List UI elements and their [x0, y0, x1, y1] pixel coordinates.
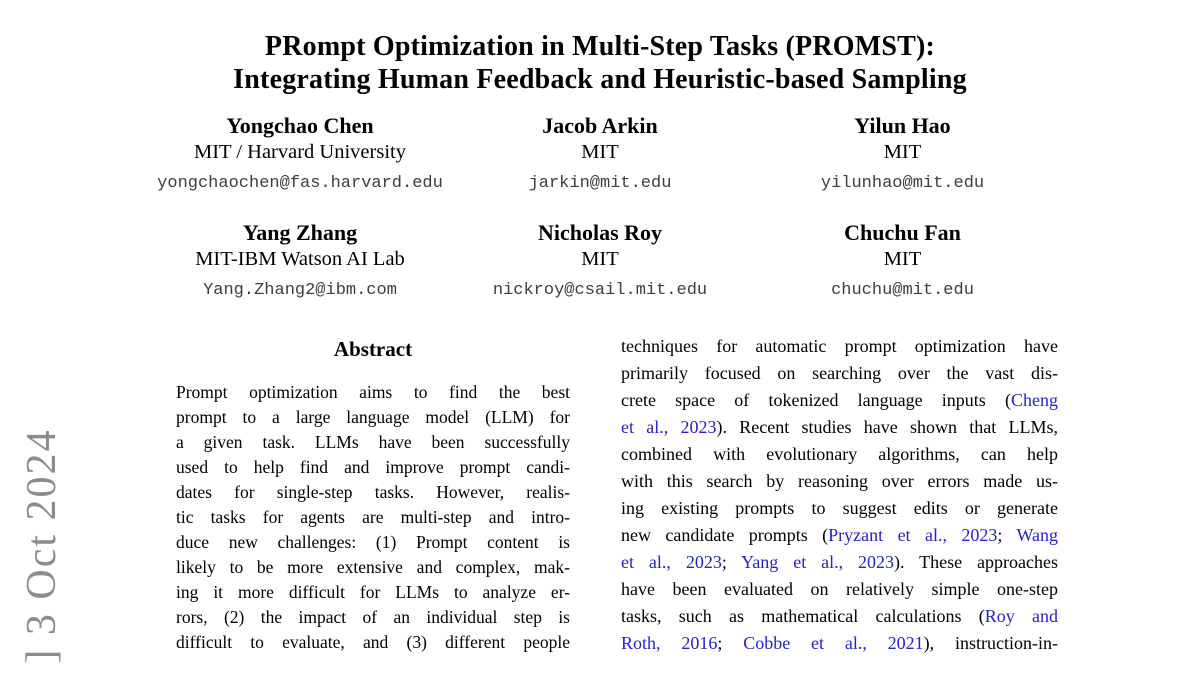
- text-span: ;: [721, 552, 742, 572]
- author-name: Jacob Arkin: [542, 113, 658, 138]
- abstract-text: [176, 380, 570, 655]
- citation-link[interactable]: Wang: [1016, 525, 1058, 545]
- text-span: ;: [997, 525, 1017, 545]
- text-line: [621, 495, 1058, 522]
- text-span: tasks, such as mathematical calculations (: [621, 606, 985, 626]
- arxiv-date-watermark: ] 3 Oct 2024: [19, 428, 65, 664]
- text-span: rors, (2) the impact of an individual step is: [176, 607, 570, 627]
- text-line: [621, 522, 1058, 549]
- author-email: yilunhao@mit.edu: [820, 174, 985, 193]
- text-span: ;: [717, 633, 744, 653]
- citation-link[interactable]: Cobbe et al., 2021: [743, 633, 924, 653]
- author-block-nicholas-roy: [440, 219, 760, 302]
- text-span: duce new challenges: (1) Prompt content is: [176, 532, 570, 552]
- author-email: jarkin@mit.edu: [528, 174, 672, 193]
- text-line: [176, 505, 570, 530]
- text-span: used to help find and improve prompt candi-: [176, 457, 570, 477]
- text-line: [621, 603, 1058, 630]
- text-line: [176, 580, 570, 605]
- text-span: have been evaluated on relatively simple one-step: [621, 579, 1058, 599]
- paper-title-line1: PRompt Optimization in Multi-Step Tasks (PROMST):: [264, 31, 936, 62]
- abstract-section: [176, 338, 570, 655]
- text-span: ). These approaches: [894, 552, 1058, 572]
- text-span: with this search by reasoning over errors made us-: [621, 471, 1058, 491]
- text-line: [176, 380, 570, 405]
- author-email: yongchaochen@fas.harvard.edu: [157, 174, 443, 193]
- text-line: [621, 549, 1058, 576]
- citation-link[interactable]: Pryzant et al., 2023: [828, 525, 998, 545]
- text-line: [621, 441, 1058, 468]
- author-affiliation: MIT: [581, 141, 619, 163]
- text-span: likely to be more extensive and complex, mak-: [176, 557, 570, 577]
- text-line: [176, 455, 570, 480]
- text-line: [176, 605, 570, 630]
- author-block-yilun-hao: [740, 112, 1065, 195]
- paper-title-line2: Integrating Human Feedback and Heuristic-based Sampling: [233, 64, 967, 95]
- citation-link[interactable]: Yang et al., 2023: [741, 552, 895, 572]
- text-line: [176, 630, 570, 655]
- text-span: tic tasks for agents are multi-step and intro-: [176, 507, 570, 527]
- text-span: ), instruction-in-: [923, 633, 1058, 653]
- text-span: prompt to a large language model (LLM) for: [176, 407, 570, 427]
- text-span: new candidate prompts (: [621, 525, 829, 545]
- author-affiliation: MIT: [883, 141, 922, 163]
- citation-link[interactable]: Cheng: [1011, 390, 1058, 410]
- author-email: nickroy@csail.mit.edu: [492, 281, 708, 300]
- text-span: ing it more difficult for LLMs to analyze er-: [176, 582, 570, 602]
- text-span: ). Recent studies have shown that LLMs,: [716, 417, 1058, 437]
- text-span: Prompt optimization aims to find the best: [176, 382, 570, 402]
- author-block-chuchu-fan: [740, 219, 1065, 302]
- author-affiliation: MIT: [883, 248, 922, 270]
- citation-link[interactable]: Roth, 2016: [621, 633, 718, 653]
- author-block-jacob-arkin: [440, 112, 760, 195]
- text-line: [176, 555, 570, 580]
- text-line: [176, 405, 570, 430]
- authors-row-1: [0, 112, 1200, 212]
- text-span: crete space of tokenized language inputs (: [621, 390, 1011, 410]
- text-line: [621, 576, 1058, 603]
- text-span: ing existing prompts to suggest edits or generate: [621, 498, 1058, 518]
- paper-title: [0, 30, 1200, 96]
- author-email: Yang.Zhang2@ibm.com: [203, 281, 397, 300]
- text-span: a given task. LLMs have been successfully: [176, 432, 570, 452]
- author-name: Yang Zhang: [242, 220, 358, 245]
- text-span: combined with evolutionary algorithms, can help: [621, 444, 1058, 464]
- text-span: techniques for automatic prompt optimization have: [621, 336, 1058, 356]
- citation-link[interactable]: et al., 2023: [621, 552, 722, 572]
- citation-link[interactable]: Roy and: [984, 606, 1058, 626]
- text-line: [621, 333, 1058, 360]
- author-email: chuchu@mit.edu: [831, 281, 974, 300]
- author-affiliation: MIT / Harvard University: [194, 141, 406, 163]
- text-span: dates for single-step tasks. However, realis-: [176, 482, 570, 502]
- citation-link[interactable]: et al., 2023: [621, 417, 717, 437]
- text-line: [621, 360, 1058, 387]
- text-line: [176, 480, 570, 505]
- text-line: [621, 387, 1058, 414]
- author-affiliation: MIT-IBM Watson AI Lab: [195, 248, 405, 270]
- introduction-column-text: [621, 333, 1058, 657]
- author-name: Yongchao Chen: [226, 113, 374, 138]
- authors-row-2: [0, 219, 1200, 319]
- author-name: Yilun Hao: [854, 113, 951, 138]
- text-line: [621, 630, 1058, 657]
- text-line: [176, 430, 570, 455]
- text-span: primarily focused on searching over the vast dis-: [621, 363, 1058, 383]
- abstract-heading: Abstract: [333, 337, 413, 361]
- text-line: [621, 468, 1058, 495]
- author-affiliation: MIT: [581, 248, 619, 270]
- text-line: [176, 530, 570, 555]
- author-name: Nicholas Roy: [537, 220, 663, 245]
- text-line: [621, 414, 1058, 441]
- author-name: Chuchu Fan: [844, 220, 961, 245]
- text-span: difficult to evaluate, and (3) different people: [176, 632, 570, 652]
